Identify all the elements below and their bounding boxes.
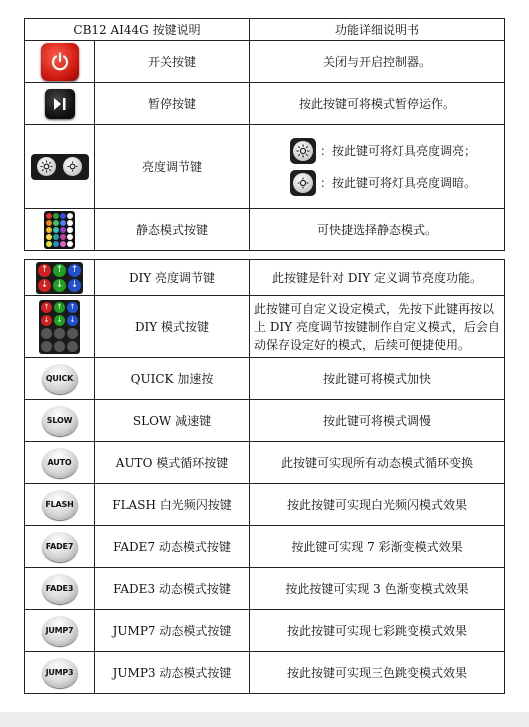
key-name: AUTO 模式循环按键	[95, 442, 250, 484]
diy-slot-icon	[41, 341, 52, 352]
color-dot	[46, 234, 52, 240]
arrow-up-icon: ↑	[38, 264, 51, 277]
color-dot	[46, 213, 52, 219]
power-icon	[41, 43, 79, 81]
key-desc	[250, 125, 505, 209]
diy-slot-icon	[54, 328, 65, 339]
arrow-down-icon: ↓	[53, 279, 66, 292]
fade7-button-icon: FADE7	[42, 532, 78, 562]
arrow-down-icon: ↓	[54, 315, 65, 326]
key-name: FLASH 白光频闪按键	[95, 484, 250, 526]
table-row	[25, 442, 505, 484]
arrow-up-icon: ↑	[67, 302, 78, 313]
page-bottom-band	[0, 712, 529, 727]
arrow-down-icon: ↓	[67, 315, 78, 326]
color-dot	[60, 213, 66, 219]
table-row	[25, 358, 505, 400]
brightness-down-icon	[290, 170, 316, 196]
header-title: CB12 AI44G 按键说明	[25, 19, 250, 41]
key-desc: 按此按键可实现七彩跳变模式效果	[250, 610, 505, 652]
diy-arrow-grid-icon	[36, 262, 83, 294]
diy-slot-icon	[41, 328, 52, 339]
key-desc: 按此按键可实现白光频闪模式效果	[250, 484, 505, 526]
color-dot	[46, 220, 52, 226]
arrow-up-icon: ↑	[54, 302, 65, 313]
key-desc: 可快捷选择静态模式。	[250, 209, 505, 251]
key-desc: 此按键是针对 DIY 定义调节亮度功能。	[250, 260, 505, 296]
key-desc: 按此键可将模式调慢	[250, 400, 505, 442]
color-dot	[60, 234, 66, 240]
arrow-down-icon: ↓	[41, 315, 52, 326]
color-dot	[67, 241, 73, 247]
table-row	[25, 610, 505, 652]
color-dot	[53, 241, 59, 247]
key-name: JUMP3 动态模式按键	[95, 652, 250, 694]
arrow-up-icon: ↑	[68, 264, 81, 277]
table-row	[25, 41, 505, 83]
flash-button-icon: FLASH	[42, 490, 78, 520]
key-name: 亮度调节键	[95, 125, 250, 209]
table-row	[25, 125, 505, 209]
key-name: QUICK 加速按	[95, 358, 250, 400]
key-desc: 按此按键可实现 3 色渐变模式效果	[250, 568, 505, 610]
auto-button-icon: AUTO	[42, 448, 78, 478]
table-row	[25, 652, 505, 694]
key-name: JUMP7 动态模式按键	[95, 610, 250, 652]
table-row	[25, 484, 505, 526]
arrow-up-icon: ↑	[41, 302, 52, 313]
header-desc: 功能详细说明书	[250, 19, 505, 41]
diy-mode-grid-icon	[39, 300, 80, 354]
key-name: FADE3 动态模式按键	[95, 568, 250, 610]
diy-slot-icon	[67, 341, 78, 352]
color-dot	[67, 227, 73, 233]
color-dot	[67, 234, 73, 240]
arrow-down-icon: ↓	[68, 279, 81, 292]
jump3-button-icon: JUMP3	[42, 658, 78, 688]
color-dot	[67, 213, 73, 219]
color-dot	[53, 227, 59, 233]
key-name: DIY 模式按键	[95, 296, 250, 358]
manual-sheet	[24, 18, 504, 694]
table-row	[25, 568, 505, 610]
key-name: 暂停按键	[95, 83, 250, 125]
key-name: 开关按键	[95, 41, 250, 83]
quick-button-icon: QUICK	[42, 364, 78, 394]
header-row	[25, 19, 505, 41]
table-row	[25, 260, 505, 296]
key-desc: 按此键可实现 7 彩渐变模式效果	[250, 526, 505, 568]
arrow-down-icon: ↓	[38, 279, 51, 292]
table-row	[25, 526, 505, 568]
key-name: DIY 亮度调节键	[95, 260, 250, 296]
key-desc: 此按键可自定义设定模式，先按下此键再按以上 DIY 亮度调节按键制作自定义模式，后会自动保存设定好的模式，后续可便捷使用。	[250, 296, 505, 358]
brightness-up-text: ：按此键可将灯具亮度调亮；	[320, 144, 477, 158]
color-dot	[53, 220, 59, 226]
table-row	[25, 400, 505, 442]
arrow-up-icon: ↑	[53, 264, 66, 277]
pause-play-icon	[45, 89, 75, 119]
diy-slot-icon	[67, 328, 78, 339]
color-dot	[46, 227, 52, 233]
brightness-up-line	[290, 138, 504, 164]
table-row	[25, 209, 505, 251]
key-desc: 按此按键可将模式暂停运作。	[250, 83, 505, 125]
table-row	[25, 83, 505, 125]
color-dot	[53, 234, 59, 240]
key-desc: 按此按键可实现三色跳变模式效果	[250, 652, 505, 694]
key-desc: 此按键可实现所有动态模式循环变换	[250, 442, 505, 484]
color-dot	[60, 220, 66, 226]
key-name: SLOW 减速键	[95, 400, 250, 442]
brightness-up-icon	[290, 138, 316, 164]
key-name: FADE7 动态模式按键	[95, 526, 250, 568]
table-row	[25, 296, 505, 358]
key-name: 静态模式按键	[95, 209, 250, 251]
key-manual-table-bottom	[24, 259, 505, 694]
key-desc: 按此键可将模式加快	[250, 358, 505, 400]
color-dot	[60, 241, 66, 247]
brightness-down-line	[290, 170, 504, 196]
fade3-button-icon: FADE3	[42, 574, 78, 604]
diy-slot-icon	[54, 341, 65, 352]
color-dot	[67, 220, 73, 226]
slow-button-icon: SLOW	[42, 406, 78, 436]
brightness-buttons-icon	[31, 154, 89, 180]
brightness-down-text: ：按此键可将灯具亮度调暗。	[320, 176, 477, 190]
color-dot	[46, 241, 52, 247]
key-manual-table-top	[24, 18, 505, 251]
key-desc: 关闭与开启控制器。	[250, 41, 505, 83]
color-dot-grid-icon	[44, 211, 75, 249]
jump7-button-icon: JUMP7	[42, 616, 78, 646]
color-dot	[60, 227, 66, 233]
color-dot	[53, 213, 59, 219]
